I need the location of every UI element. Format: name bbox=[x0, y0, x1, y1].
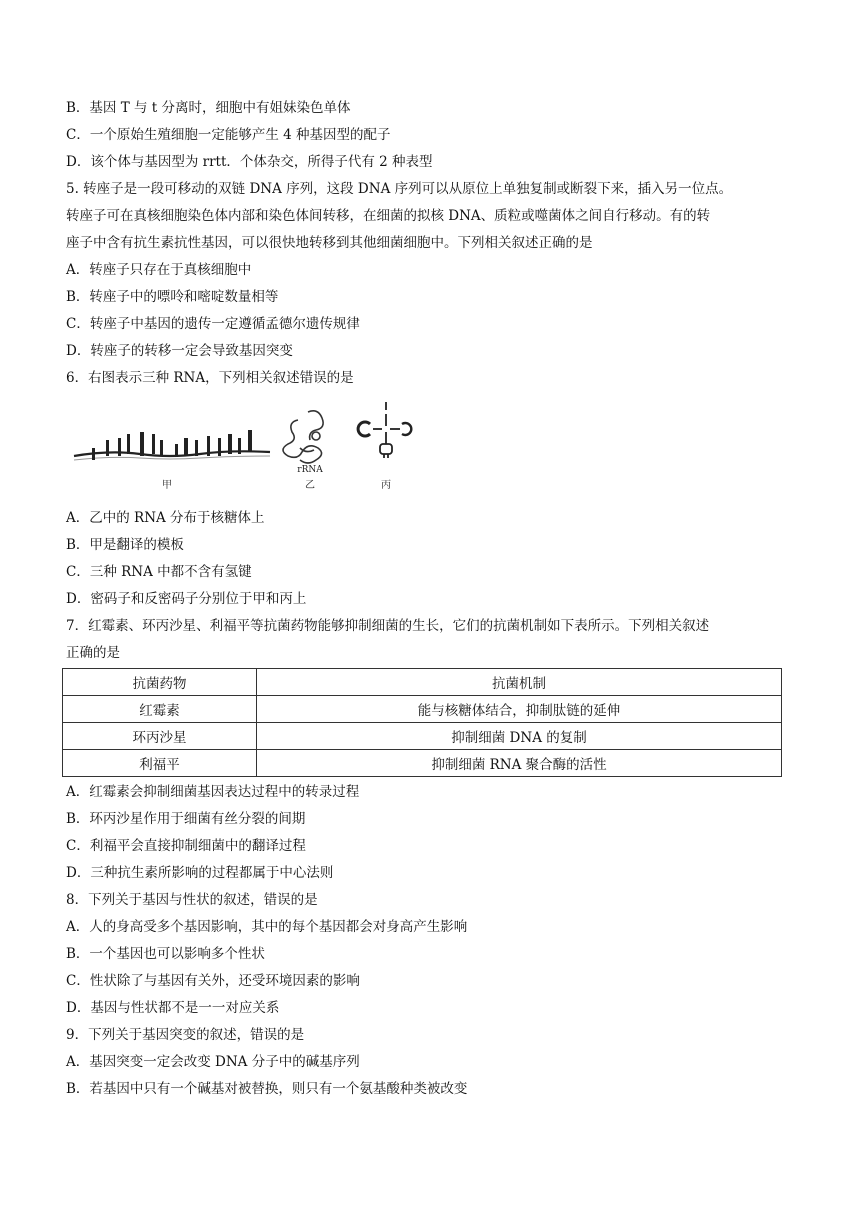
header-mechanism: 抗菌机制 bbox=[257, 669, 782, 696]
label-jia: 甲 bbox=[162, 480, 172, 491]
q7-option-a: A．红霉素会抑制细菌基因表达过程中的转录过程 bbox=[66, 784, 360, 800]
table-row bbox=[63, 696, 782, 723]
q6-option-c: C．三种 RNA 中都不含有氢键 bbox=[66, 564, 252, 580]
rna-diagram bbox=[70, 398, 430, 496]
table-row bbox=[63, 723, 782, 750]
q7-stem-line-2: 正确的是 bbox=[66, 645, 120, 661]
q6-stem: 6．右图表示三种 RNA，下列相关叙述错误的是 bbox=[66, 370, 354, 386]
q7-stem-line-1: 7．红霉素、环丙沙星、利福平等抗菌药物能够抑制细菌的生长，它们的抗菌机制如下表所示。下列相关叙述 bbox=[66, 618, 710, 634]
antibiotic-mechanism-table bbox=[62, 668, 782, 777]
header-drug: 抗菌药物 bbox=[63, 669, 257, 696]
q7-option-d: D．三种抗生素所影响的过程都属于中心法则 bbox=[66, 865, 334, 881]
q8-option-a: A．人的身高受多个基因影响，其中的每个基因都会对身高产生影响 bbox=[66, 919, 468, 935]
q7-option-c: C．利福平会直接抑制细菌中的翻译过程 bbox=[66, 838, 306, 854]
q8-stem: 8．下列关于基因与性状的叙述，错误的是 bbox=[66, 892, 318, 908]
q5-option-d: D．转座子的转移一定会导致基因突变 bbox=[66, 343, 293, 359]
q6-option-d: D．密码子和反密码子分别位于甲和丙上 bbox=[66, 591, 307, 607]
table-cell-mechanism: 抑制细菌 DNA 的复制 bbox=[257, 723, 782, 750]
label-bing: 丙 bbox=[381, 480, 391, 491]
rrna-structure bbox=[283, 411, 323, 463]
q5-stem-line-1: 5. 转座子是一段可移动的双链 DNA 序列，这段 DNA 序列可以从原位上单独复制或断裂下来，插入另一位点。 bbox=[66, 181, 733, 197]
trna-structure bbox=[358, 402, 411, 458]
q9-stem: 9．下列关于基因突变的叙述，错误的是 bbox=[66, 1027, 305, 1043]
q6-option-b: B．甲是翻译的模板 bbox=[66, 537, 184, 553]
q5-option-c: C．转座子中基因的遗传一定遵循孟德尔遗传规律 bbox=[66, 316, 360, 332]
table-header-row bbox=[63, 669, 782, 696]
q4-option-c: C．一个原始生殖细胞一定能够产生 4 种基因型的配子 bbox=[66, 127, 391, 143]
table-row bbox=[63, 750, 782, 777]
q5-option-b: B．转座子中的嘌呤和嘧啶数量相等 bbox=[66, 289, 279, 305]
label-yi: 乙 bbox=[305, 480, 315, 491]
q5-stem-line-2: 转座子可在真核细胞染色体内部和染色体间转移，在细菌的拟核 DNA、质粒或噬菌体之间自行移动。有的转 bbox=[66, 208, 711, 224]
q5-stem-line-3: 座子中含有抗生素抗性基因，可以很快地转移到其他细菌细胞中。下列相关叙述正确的是 bbox=[66, 235, 593, 251]
q4-option-b: B．基因 T 与 t 分离时，细胞中有姐妹染色单体 bbox=[66, 100, 351, 116]
q4-option-d: D．该个体与基因型为 rrtt．个体杂交，所得子代有 2 种表型 bbox=[66, 154, 433, 170]
q8-option-c: C．性状除了与基因有关外，还受环境因素的影响 bbox=[66, 973, 360, 989]
table-cell-drug: 红霉素 bbox=[63, 696, 257, 723]
q7-option-b: B．环丙沙星作用于细菌有丝分裂的间期 bbox=[66, 811, 306, 827]
mrna-strand bbox=[74, 430, 270, 460]
q9-option-b: B．若基因中只有一个碱基对被替换，则只有一个氨基酸种类被改变 bbox=[66, 1081, 468, 1097]
table-cell-mechanism: 能与核糖体结合，抑制肽链的延伸 bbox=[257, 696, 782, 723]
q5-option-a: A．转座子只存在于真核细胞中 bbox=[66, 262, 252, 278]
table-cell-drug: 利福平 bbox=[63, 750, 257, 777]
table-cell-mechanism: 抑制细菌 RNA 聚合酶的活性 bbox=[257, 750, 782, 777]
q9-option-a: A．基因突变一定会改变 DNA 分子中的碱基序列 bbox=[66, 1054, 360, 1070]
q6-option-a: A．乙中的 RNA 分布于核糖体上 bbox=[66, 510, 265, 526]
table-cell-drug: 环丙沙星 bbox=[63, 723, 257, 750]
rna-figure bbox=[70, 398, 430, 496]
q8-option-d: D．基因与性状都不是一一对应关系 bbox=[66, 1000, 280, 1016]
q8-option-b: B．一个基因也可以影响多个性状 bbox=[66, 946, 265, 962]
label-rrna: rRNA bbox=[297, 465, 323, 475]
